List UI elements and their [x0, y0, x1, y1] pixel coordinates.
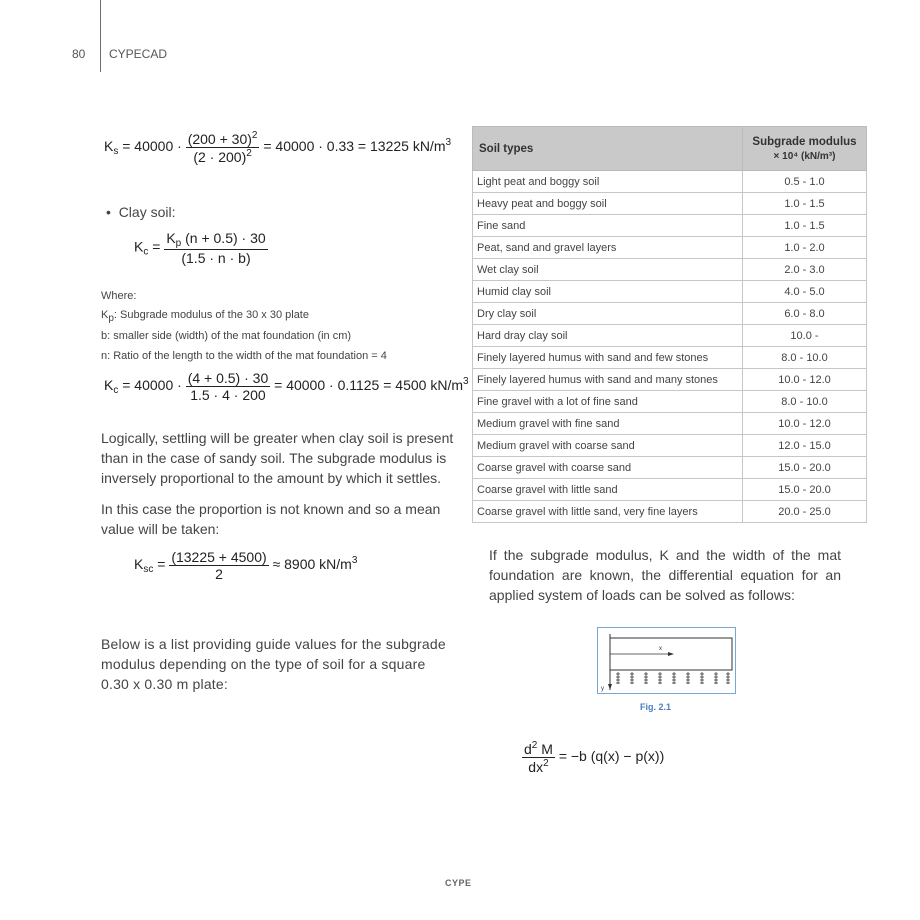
soil-type-cell: Heavy peat and boggy soil: [473, 193, 743, 215]
soil-type-cell: Medium gravel with fine sand: [473, 413, 743, 435]
table-row: [473, 215, 867, 237]
page-number: 80: [72, 47, 86, 61]
soil-type-cell: Finely layered humus with sand and few stones: [473, 347, 743, 369]
table-row: [473, 237, 867, 259]
table-row: [473, 259, 867, 281]
footer-brand: CYPE: [445, 878, 472, 888]
figure-caption: Fig. 2.1: [640, 702, 672, 712]
table-row: [473, 171, 867, 193]
bullet-clay-soil: • Clay soil:: [106, 204, 176, 220]
svg-text:y: y: [601, 686, 604, 692]
table-row: [473, 457, 867, 479]
soil-type-cell: Medium gravel with coarse sand: [473, 435, 743, 457]
where-label: Where:: [101, 290, 137, 302]
table-row: [473, 281, 867, 303]
soil-type-cell: Coarse gravel with little sand, very fine layers: [473, 501, 743, 523]
beam-diagram: [598, 628, 735, 693]
paragraph-differential: If the subgrade modulus, K and the width of the mat foundation are known, the differential equation for an applied system of loads can be solved as follows:: [489, 547, 841, 603]
modulus-cell: 1.0 - 2.0: [743, 237, 867, 259]
where-b: b: smaller side (width) of the mat foundation (in cm): [101, 330, 352, 342]
equation-kc-value: $K_c = 40000$ · $\frac{(4 + 0.5) \cdot 30}{1.5 \cdot 4 \cdot 200}$ = 40000 · 0.1125 = 4500 $kN/m^3$: [104, 370, 469, 403]
modulus-cell: 4.0 - 5.0: [743, 281, 867, 303]
soil-type-cell: Dry clay soil: [473, 303, 743, 325]
soil-type-cell: Fine sand: [473, 215, 743, 237]
soil-type-cell: Light peat and boggy soil: [473, 171, 743, 193]
fraction: $\frac{(200 + 30)^2}{(2 \cdot 200)^2}$: [187, 130, 258, 165]
col-subgrade-modulus: Subgrade modulus × 10⁴ (kN/m³): [743, 127, 867, 171]
soil-type-cell: Coarse gravel with coarse sand: [473, 457, 743, 479]
table-row: [473, 303, 867, 325]
table-row: [473, 413, 867, 435]
paragraph-mean-value: In this case the proportion is not known and so a mean value will be taken:: [101, 501, 441, 537]
modulus-cell: 15.0 - 20.0: [743, 457, 867, 479]
table-row: [473, 193, 867, 215]
soil-table-body: [473, 171, 867, 523]
table-row: [473, 391, 867, 413]
modulus-cell: 12.0 - 15.0: [743, 435, 867, 457]
fraction: $\frac{d^2 M}{dx^2}$: [524, 740, 553, 775]
modulus-cell: 10.0 - 12.0: [743, 413, 867, 435]
col-soil-types: Soil types: [473, 127, 743, 171]
modulus-cell: 15.0 - 20.0: [743, 479, 867, 501]
equation-ksc: $K_{sc}$ = $\frac{(13225 + 4500)}{2}$ ≈ 8900 $kN/m^3$: [134, 549, 358, 582]
figure-2-1: [597, 627, 736, 694]
modulus-cell: 1.0 - 1.5: [743, 193, 867, 215]
modulus-cell: 6.0 - 8.0: [743, 303, 867, 325]
modulus-cell: 10.0 - 12.0: [743, 369, 867, 391]
table-row: [473, 347, 867, 369]
modulus-cell: 8.0 - 10.0: [743, 391, 867, 413]
soil-type-cell: Peat, sand and gravel layers: [473, 237, 743, 259]
table-row: [473, 479, 867, 501]
header-rule: [100, 0, 101, 72]
where-kp: Kp: Subgrade modulus of the 30 x 30 plate: [101, 309, 309, 324]
modulus-cell: 20.0 - 25.0: [743, 501, 867, 523]
fraction: $\frac{(4 + 0.5) \cdot 30}{1.5 \cdot 4 \cdot 200}$: [187, 370, 269, 403]
soil-type-cell: Humid clay soil: [473, 281, 743, 303]
soil-type-cell: Coarse gravel with little sand: [473, 479, 743, 501]
soil-type-cell: Wet clay soil: [473, 259, 743, 281]
table-row: [473, 501, 867, 523]
running-title: CYPECAD: [109, 47, 168, 61]
where-n: n: Ratio of the length to the width of the mat foundation = 4: [101, 350, 387, 362]
modulus-cell: 2.0 - 3.0: [743, 259, 867, 281]
modulus-cell: 10.0 -: [743, 325, 867, 347]
fraction: $\frac{(13225 + 4500)}{2}$: [171, 549, 267, 582]
equation-differential: $\frac{d^2 M}{dx^2}$ = −b (q(x) − p(x)): [524, 740, 665, 775]
modulus-cell: 8.0 - 10.0: [743, 347, 867, 369]
soil-type-cell: Finely layered humus with sand and many stones: [473, 369, 743, 391]
paragraph-settling: Logically, settling will be greater when clay soil is present than in the case of sandy soil. The subgrade modulus is inversely proportional to the amount by which it settles.: [101, 430, 454, 486]
paragraph-guide-values: Below is a list providing guide values for the subgrade modulus depending on the type of soil for a square 0.30 x 0.30 m plate:: [101, 636, 446, 692]
table-row: [473, 369, 867, 391]
table-row: [473, 435, 867, 457]
soil-type-cell: Hard dray clay soil: [473, 325, 743, 347]
equation-ks: $K_s = 40000$ · $\frac{(200 + 30)^2}{(2 \cdot 200)^2}$ = 40000 · 0.33 = 13225 $kN/m^3$: [104, 130, 452, 165]
fraction: $\frac{K_p (n + 0.5) \cdot 30}{(1.5 \cdot n \cdot b)}$: [166, 230, 266, 266]
svg-text:x: x: [659, 646, 662, 652]
table-row: [473, 325, 867, 347]
modulus-cell: 0.5 - 1.0: [743, 171, 867, 193]
soil-type-cell: Fine gravel with a lot of fine sand: [473, 391, 743, 413]
modulus-cell: 1.0 - 1.5: [743, 215, 867, 237]
soil-table: [472, 126, 867, 523]
equation-kc: $K_c$ = $\frac{K_p (n + 0.5) \cdot 30}{(1.5 \cdot n \cdot b)}$: [134, 230, 266, 266]
